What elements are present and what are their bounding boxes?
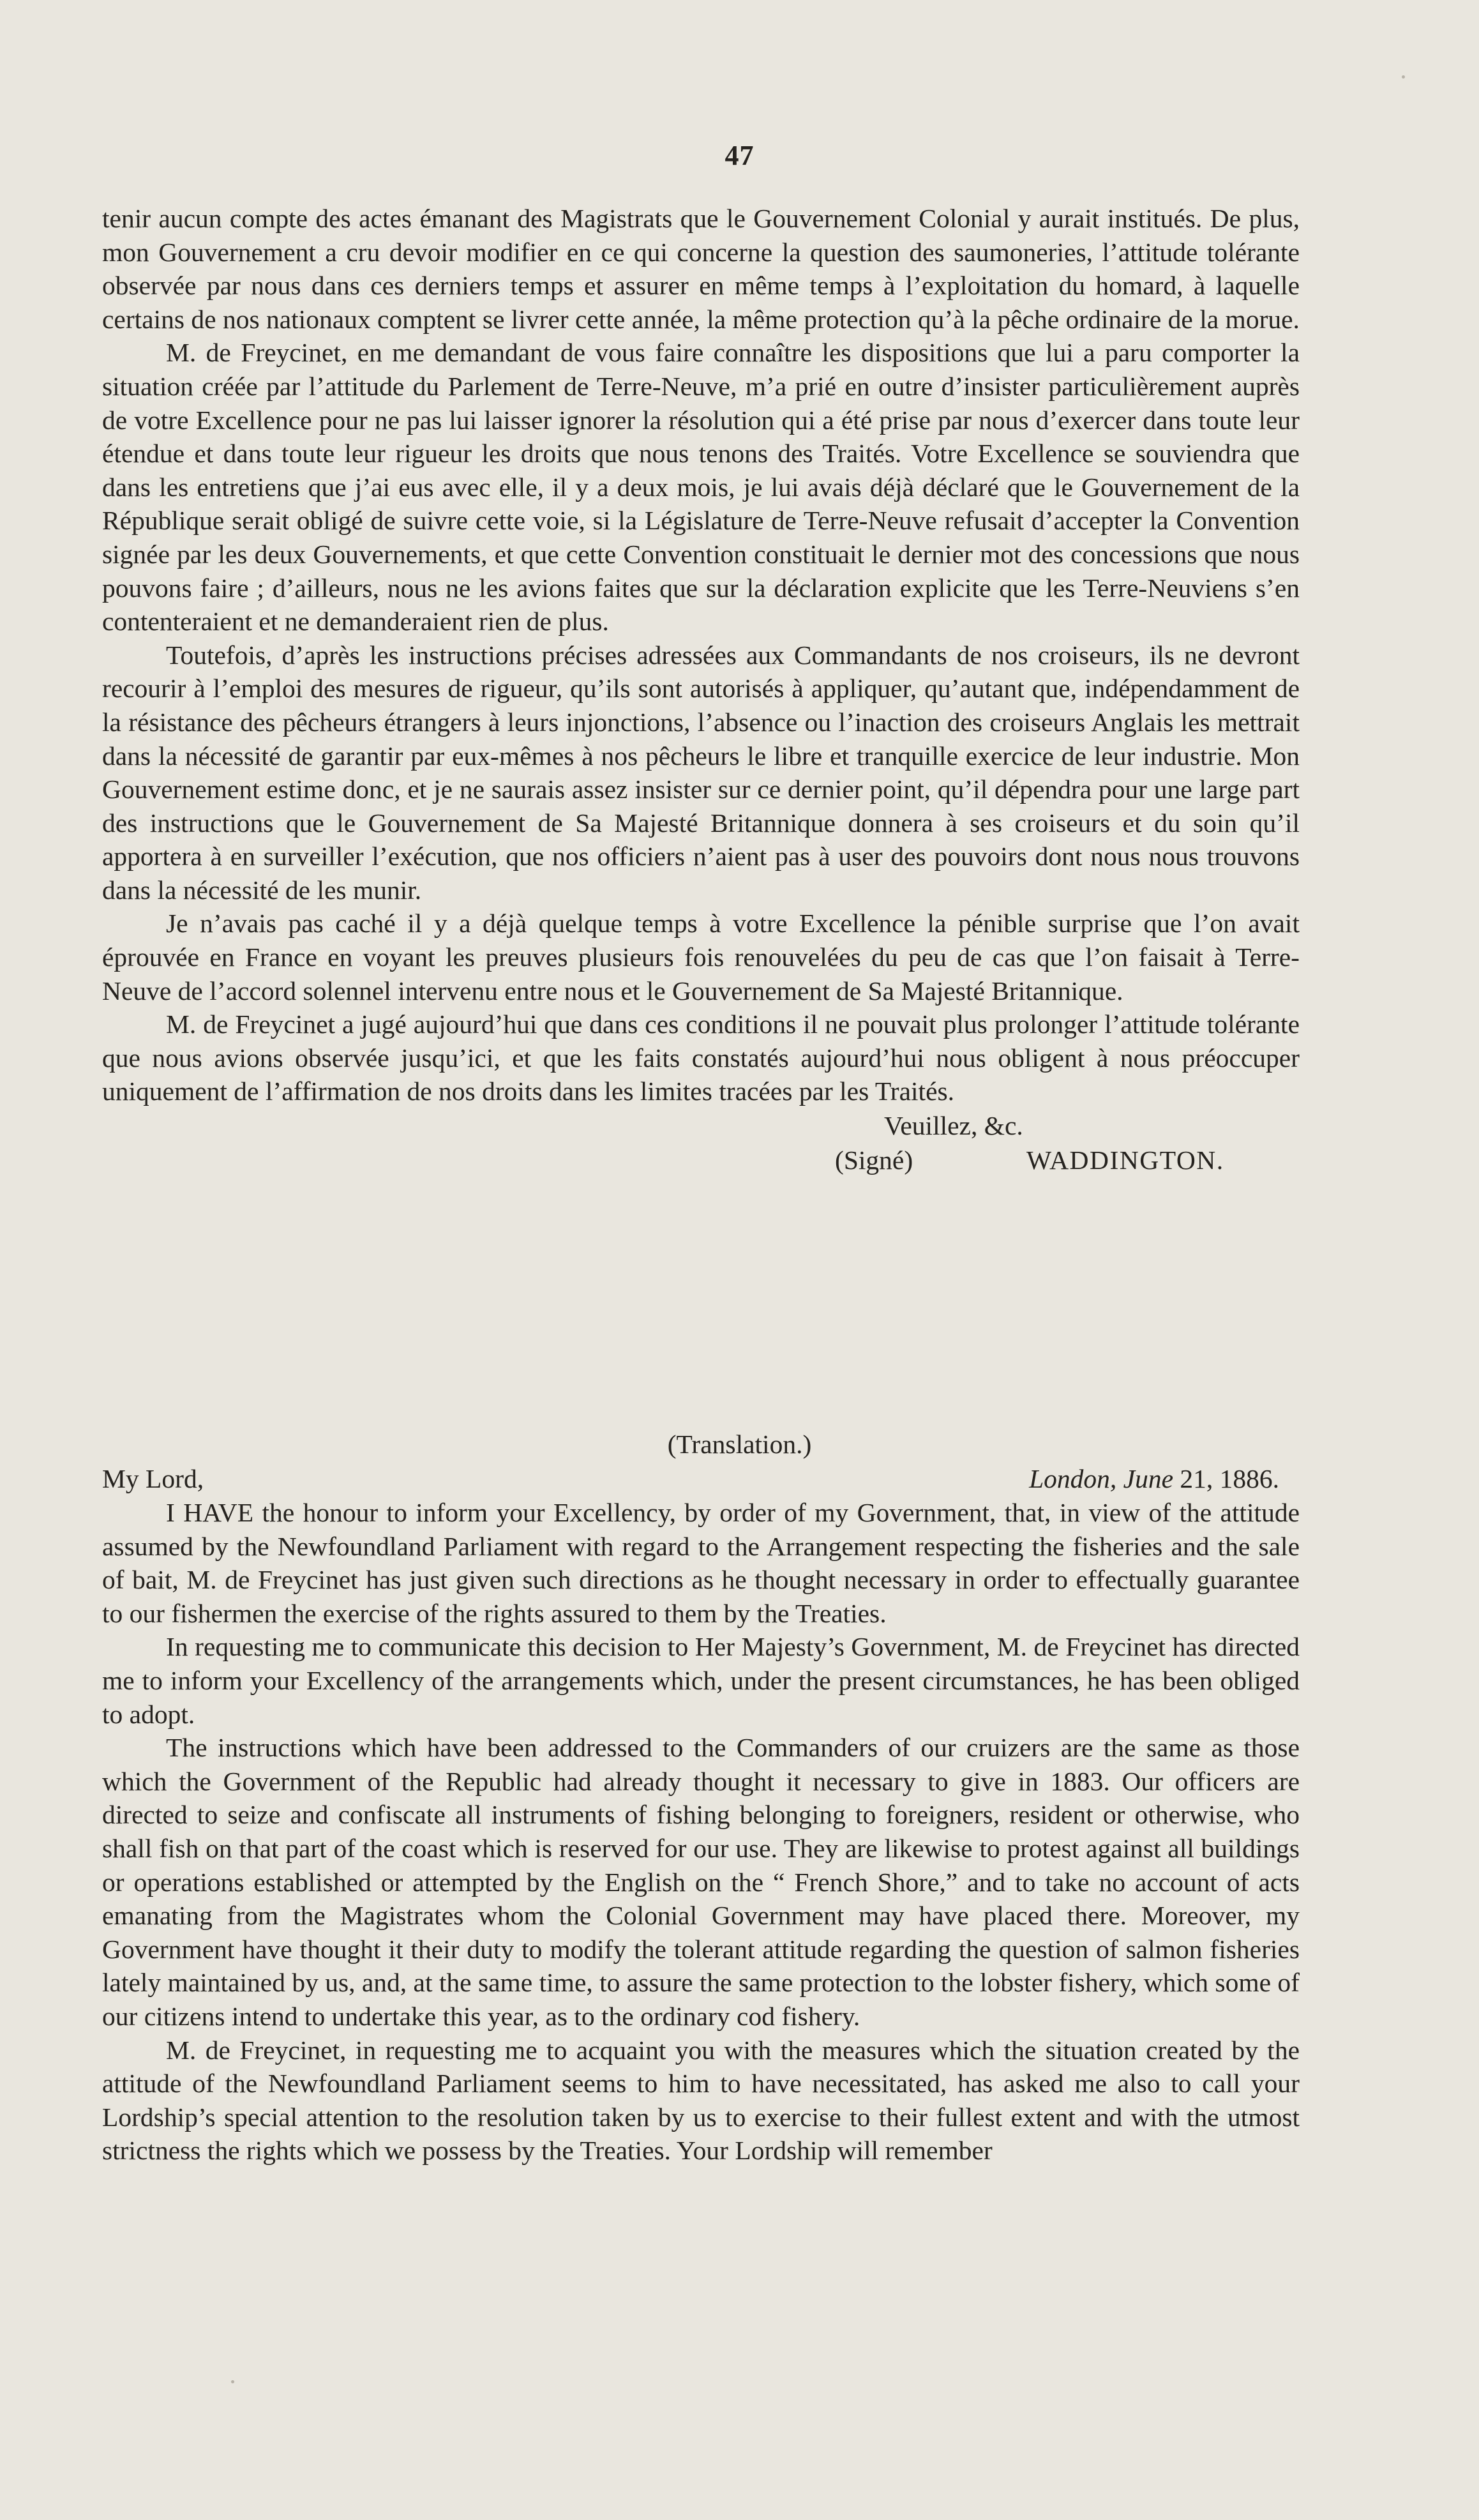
translation-heading: (Translation.) [667, 1430, 812, 1459]
french-paragraph-5: M. de Freycinet a jugé aujourd’hui que dans ces conditions il ne pouvait plus prolonger l’attitude tolérante que nous avions observée jusqu’ici, et que les faits constatés aujourd’hui nous obligent à nous préoccuper uniquement de l’affirmation de nos droits dans les limites tracées par les Traités. [102, 1009, 1300, 1106]
french-letter [102, 202, 1300, 1177]
english-paragraph-2: In requesting me to communicate this decision to Her Majesty’s Government, M. de Freycinet has directed me to inform your Excellency of the arrangements which, under the present circumstances, he has been obliged to adopt. [102, 1632, 1300, 1729]
place-date-italic: London, June [1029, 1464, 1173, 1493]
paper-speck [1402, 75, 1405, 79]
signatory-name: WADDINGTON. [1026, 1145, 1224, 1175]
place-date [1029, 1462, 1300, 1495]
french-paragraph-2: M. de Freycinet, en me demandant de vous faire connaître les dispositions que lui a paru comporter la situation créée par l’attitude du Parlement de Terre-Neuve, m’a prié en outre d’insister particulièrement auprès de votre Excellence pour ne pas lui laisser ignorer la résolution qui a été prise par nous d’exercer dans toute leur étendue et dans toute leur rigueur les droits que nous tenons des Traités. Votre Excellence se souviendra que dans les entretiens que j’ai eus avec elle, il y a deux mois, je lui avais déjà déclaré que le Gouvernement de la République serait obligé de suivre cette voie, si la Législature de Terre-Neuve refusait d’accepter la Convention signée par les deux Gouvernements, et que cette Convention constituait le dernier mot des concessions que nous pouvons faire ; d’ailleurs, nous ne les avions faites que sur la déclaration explicite que les Terre-Neuviens s’en contenteraient et ne demanderaient rien de plus. [102, 338, 1300, 637]
signed-label: (Signé) [835, 1145, 913, 1175]
french-paragraph-3: Toutefois, d’après les instructions précises adressées aux Commandants de nos croiseurs, ils ne devront recourir à l’emploi des mesures de rigueur, qu’ils sont autorisés à appliquer, qu’autant que, indépendamment de la résistance des pêcheurs étrangers à leurs injonctions, l’absence ou l’inaction des croiseurs Anglais les mettrait dans la nécessité de garantir par eux-mêmes à nos pêcheurs le libre et tranquille exercice de leur industrie. Mon Gouvernement estime donc, et je ne saurais assez insister sur ce dernier point, qu’il dépendra pour une large part des instructions que le Gouvernement de Sa Majesté Britannique donnera à ses croiseurs et du soin qu’il apportera à en surveiller l’exécution, que nos officiers n’aient pas à user des pouvoirs dont nous nous trouvons dans la nécessité de les munir. [102, 640, 1300, 905]
salutation: My Lord, [102, 1464, 204, 1493]
english-paragraph-1: I HAVE the honour to inform your Excellency, by order of my Government, that, in view of the attitude assumed by the Newfoundland Parliament with regard to the Arrangement respecting the fisheries and the sale of bait, M. de Freycinet has just given such directions as he thought necessary in order to effectually guarantee to our fishermen the exercise of the rights assured to them by the Treaties. [102, 1498, 1300, 1628]
english-paragraph-3: The instructions which have been addressed to the Commanders of our cruizers are the same as those which the Government of the Republic had already thought it necessary to give in 1883. Our officers are directed to seize and confiscate all instruments of fishing belonging to foreigners, resident or otherwise, who shall fish on that part of the coast which is reserved for our use. They are likewise to protest against all buildings or operations established or attempted by the English on the “ French Shore,” and to take no account of acts emanating from the Magistrates whom the Colonial Government may have placed there. Moreover, my Government have thought it their duty to modify the tolerant attitude regarding the question of salmon fisheries lately maintained by us, and, at the same time, to assure the same protection to the lobster fishery, which some of our citizens intend to undertake this year, as to the ordinary cod fishery. [102, 1733, 1300, 2031]
page-number: 47 [724, 140, 755, 171]
english-translation [102, 1496, 1300, 2168]
english-paragraph-4: M. de Freycinet, in requesting me to acquaint you with the measures which the situation created by the attitude of the Newfoundland Parliament seems to him to have necessitated, has asked me also to call your Lordship’s special attention to the resolution taken by us to exercise to their fullest extent and with the utmost strictness the rights which we possess by the Treaties. Your Lordship will remember [102, 2035, 1300, 2166]
french-signature-line [835, 1143, 1300, 1177]
french-paragraph-1: tenir aucun compte des actes émanant des Magistrats que le Gouvernement Colonial y aurait institués. De plus, mon Gouvernement a cru devoir modifier en ce qui concerne la question des saumoneries, l’attitude tolérante observée par nous dans ces derniers temps et assurer en même temps à l’exploitation du homard, à laquelle certains de nos nationaux comptent se livrer cette année, la même protection qu’à la pêche ordinaire de la morue. [102, 204, 1300, 334]
french-paragraph-4: Je n’avais pas caché il y a déjà quelque temps à votre Excellence la pénible surprise que l’on avait éprouvée en France en voyant les preuves plusieurs fois renouvelées du peu de cas que l’on faisait à Terre-Neuve de l’accord solennel intervenu entre nous et le Gouvernement de Sa Majesté Britannique. [102, 909, 1300, 1006]
date-year: 21, 1886. [1180, 1464, 1279, 1493]
french-closing: Veuillez, &c. [884, 1111, 1023, 1141]
paper-speck [231, 2380, 234, 2383]
salutation-row [102, 1462, 1300, 1495]
